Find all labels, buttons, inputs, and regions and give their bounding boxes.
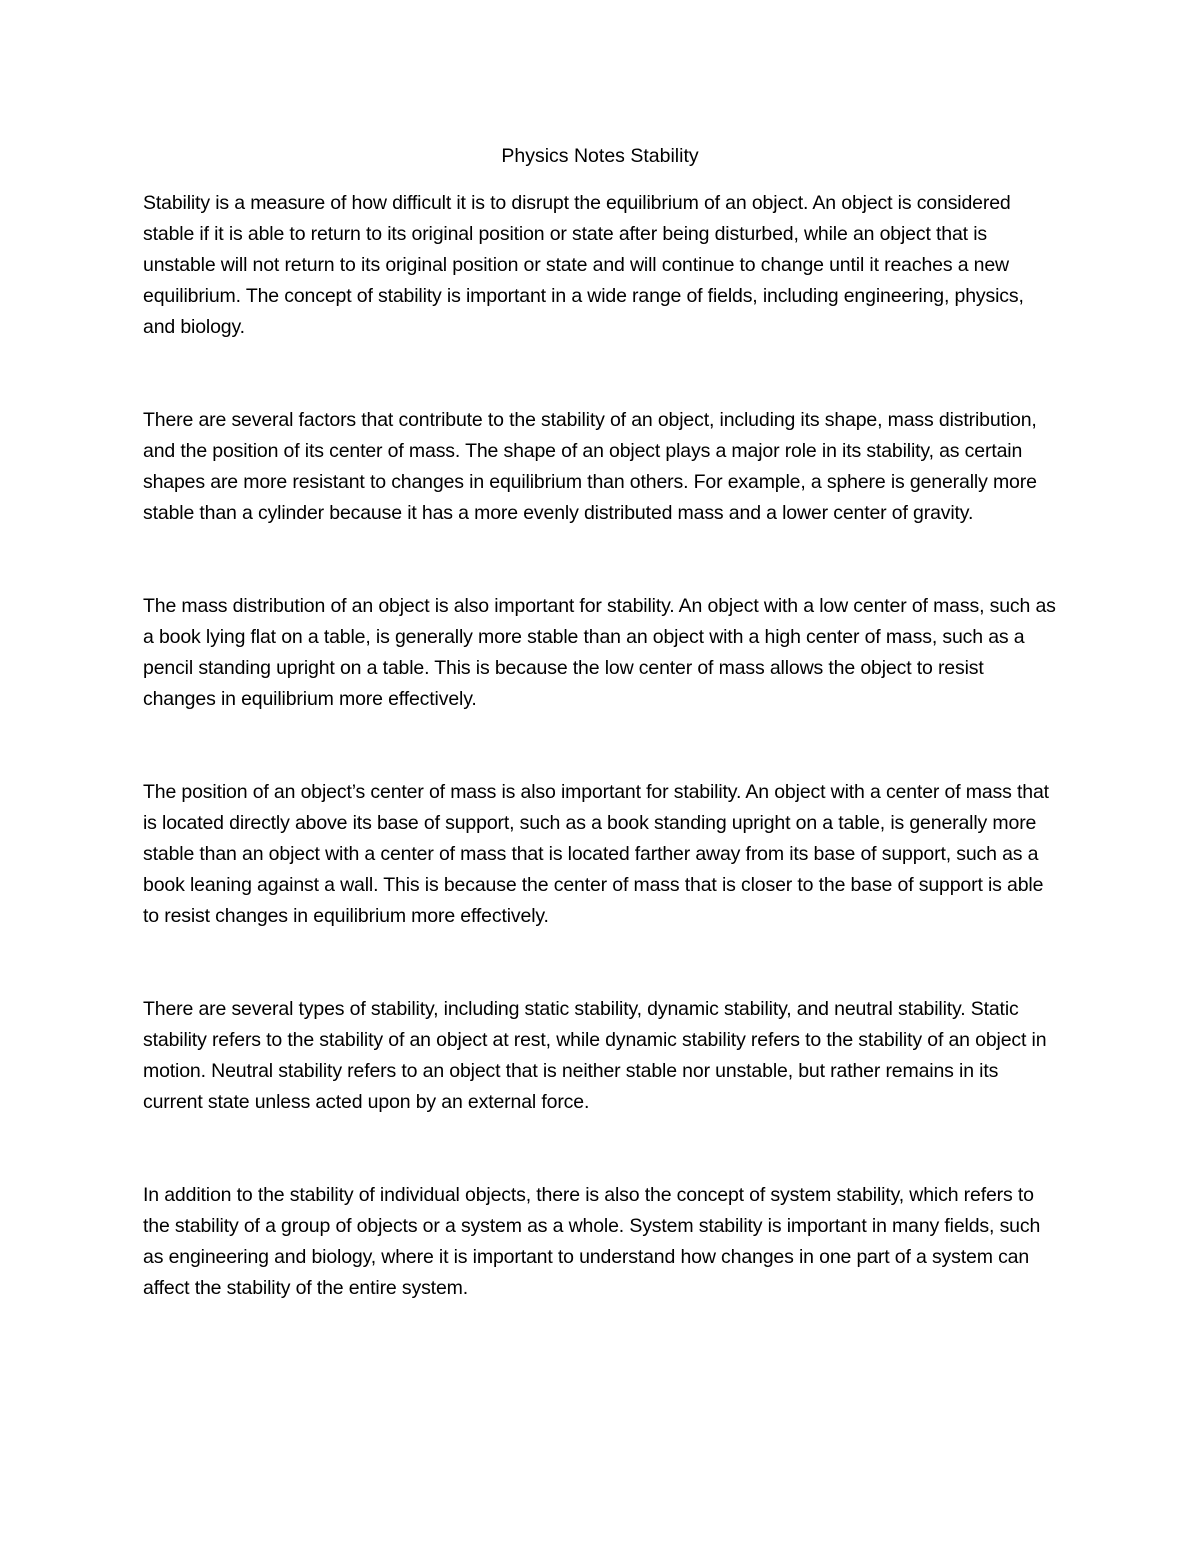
document-title: Physics Notes Stability (501, 145, 699, 167)
paragraph-center-of-mass: The position of an object’s center of mass is also important for stability. An object with a center of mass that is located directly above its base of support, such as a book standing upright on a table, is generally more stable than an object with a center of mass that is located farther away from its base of support, such as a book leaning against a wall. This is because the center of mass that is closer to the base of support is able to resist changes in equilibrium more effectively. (143, 781, 1049, 927)
paragraph-types: There are several types of stability, including static stability, dynamic stability, and neutral stability. Static stability refers to the stability of an object at rest, while dynamic stability refers to the stability of an object in motion. Neutral stability refers to an object that is neither stable nor unstable, but rather remains in its current state unless acted upon by an external force. (143, 998, 1047, 1113)
document-body (143, 188, 1058, 1304)
paragraph-factors: There are several factors that contribute to the stability of an object, including its shape, mass distribution, and the position of its center of mass. The shape of an object plays a major role in its stability, as certain shapes are more resistant to changes in equilibrium than others. For example, a sphere is generally more stable than a cylinder because it has a more evenly distributed mass and a lower center of gravity. (143, 409, 1037, 524)
paragraph-mass-distribution: The mass distribution of an object is also important for stability. An object with a low center of mass, such as a book lying flat on a table, is generally more stable than an object with a high center of mass, such as a pencil standing upright on a table. This is because the low center of mass allows the object to resist changes in equilibrium more effectively. (143, 595, 1056, 710)
paragraph-system-stability: In addition to the stability of individual objects, there is also the concept of system stability, which refers to the stability of a group of objects or a system as a whole. System stability is important in many fields, such as engineering and biology, where it is important to understand how changes in one part of a system can affect the stability of the entire system. (143, 1184, 1041, 1299)
paragraph-intro: Stability is a measure of how difficult it is to disrupt the equilibrium of an object. An object is considered stable if it is able to return to its original position or state after being disturbed, while an object that is unstable will not return to its original position or state and will continue to change until it reaches a new equilibrium. The concept of stability is important in a wide range of fields, including engineering, physics, and biology. (143, 192, 1024, 338)
